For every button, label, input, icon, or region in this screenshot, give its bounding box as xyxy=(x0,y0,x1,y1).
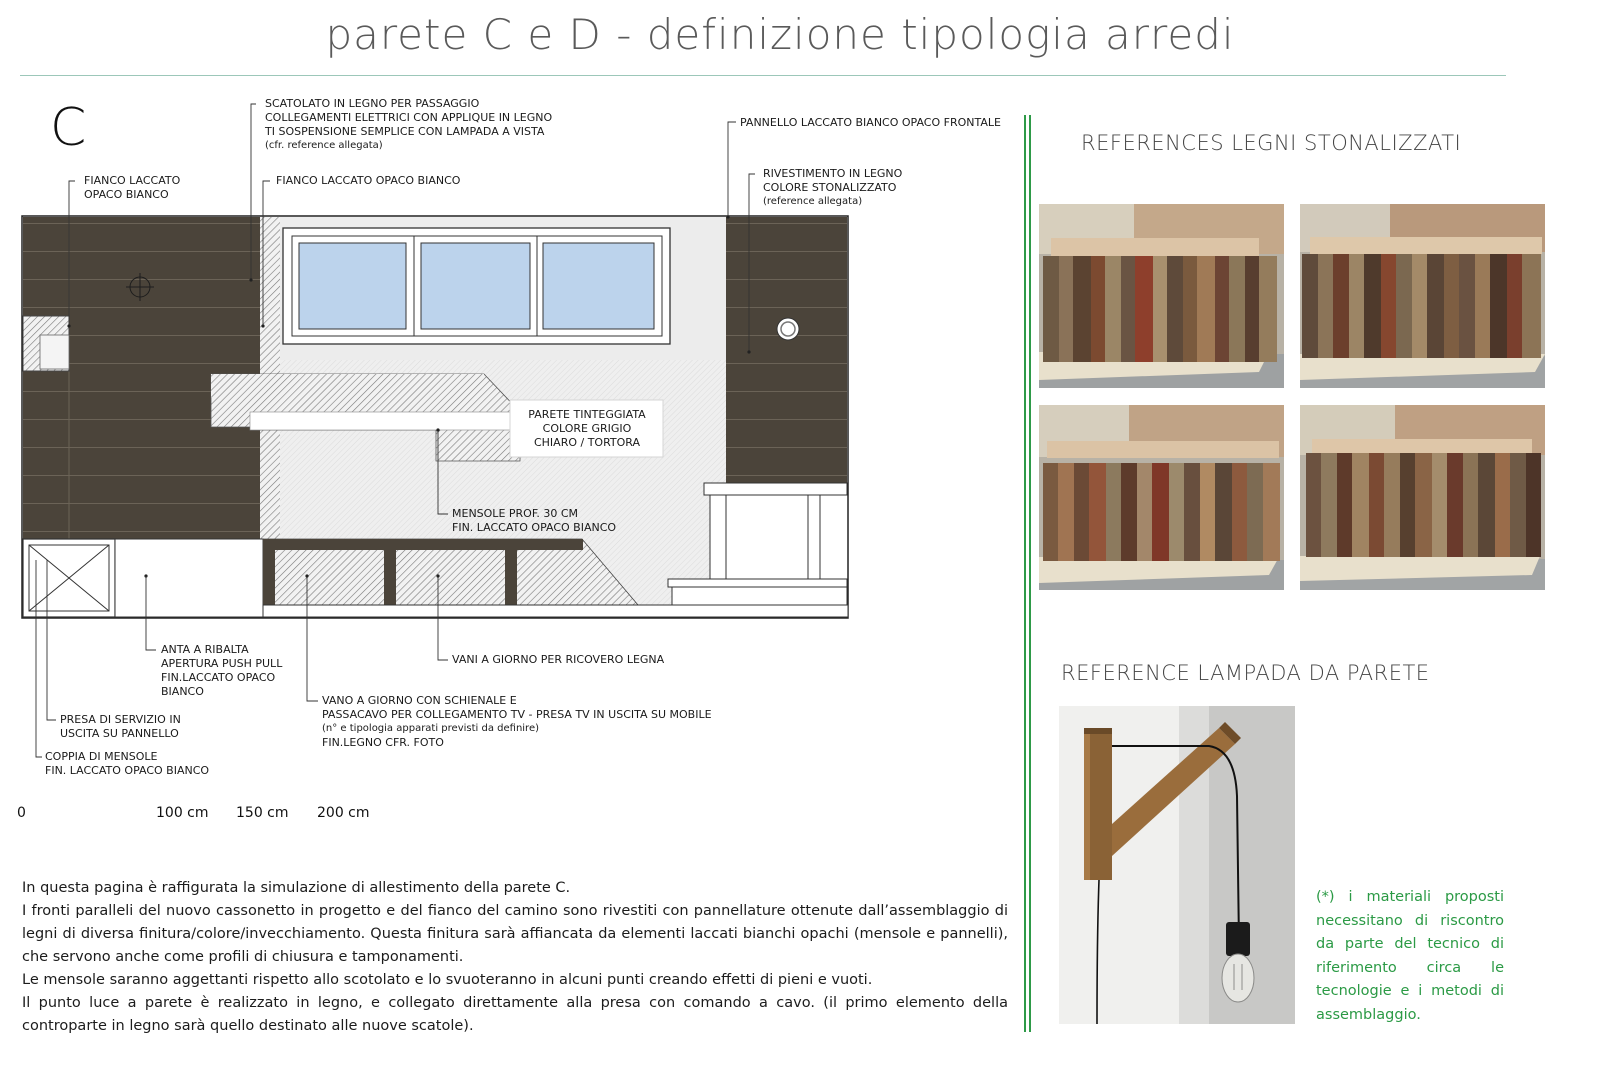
annotation-rivestimento: RIVESTIMENTO IN LEGNO COLORE STONALIZZATO xyxy=(763,167,903,194)
annotation-vano-tv: VANO A GIORNO CON SCHIENALE E PASSACAVO PER COLLEGAMENTO TV - PRESA TV IN USCITA SU MOBILE xyxy=(322,694,712,721)
lamp-reference-heading: REFERENCE LAMPADA DA PARETE xyxy=(1061,661,1430,685)
scale-label-150: 150 cm xyxy=(236,805,289,821)
annotation-anta: ANTA A RIBALTA APERTURA PUSH PULL FIN.LACCATO OPACO BIANCO xyxy=(161,643,283,698)
annotation-pannello-frontale: PANNELLO LACCATO BIANCO OPACO FRONTALE xyxy=(740,116,1001,129)
wall-letter: C xyxy=(50,98,87,158)
scale-label-0: 0 xyxy=(17,805,26,821)
description-paragraph: Il punto luce a parete è realizzato in legno, e collegato direttamente alla presa con comando a cavo. (il primo elemento della controparte in legno sarà quello destinato alle nuove scatole). xyxy=(22,995,1008,1034)
scale-label-200: 200 cm xyxy=(317,805,370,821)
description-text xyxy=(22,877,1008,1038)
annotation-rivestimento-ref: (reference allegata) xyxy=(763,196,863,207)
annotation-parete-tinteggiata: PARETE TINTEGGIATA COLORE GRIGIO CHIARO / TORTORA xyxy=(528,408,646,449)
annotation-mensole: MENSOLE PROF. 30 CM FIN. LACCATO OPACO BIANCO xyxy=(452,507,617,534)
lamp-reference-photo xyxy=(1059,706,1295,1024)
annotation-scatolato: SCATOLATO IN LEGNO PER PASSAGGIO COLLEGAMENTI ELETTRICI CON APPLIQUE IN LEGNO TI SOSPENSIONE SEMPLICE CON LAMPADA A VISTA xyxy=(265,97,553,138)
wood-reference-photo xyxy=(1039,204,1284,388)
description-paragraph: I fronti paralleli del nuovo cassonetto in progetto e del fianco del camino sono rivestiti con pannellature ottenute dall’assemblaggio di legni di diversa finitura/colore/invecchiamento. Questa finitura sarà affiancata da elementi laccati bianchi opachi (mensole e pannelli), che servono anche come profili di chiusura e tamponamenti. xyxy=(22,903,1008,965)
annotation-vano-tv-fin: FIN.LEGNO CFR. FOTO xyxy=(322,736,444,749)
column-divider xyxy=(1029,115,1031,1032)
materials-footnote: (*) i materiali proposti necessitano di riscontro da parte del tecnico di riferimento circa le tecnologie e i metodi di assemblaggio. xyxy=(1316,889,1504,1023)
description-paragraph: In questa pagina è raffigurata la simulazione di allestimento della parete C. xyxy=(22,880,571,896)
annotation-vano-tv-note: (n° e tipologia apparati previsti da definire) xyxy=(322,723,540,734)
annotation-coppia-mensole: COPPIA DI MENSOLE FIN. LACCATO OPACO BIANCO xyxy=(45,750,210,777)
wood-reference-photo xyxy=(1300,405,1545,590)
annotation-scatolato-ref: (cfr. reference allegata) xyxy=(265,140,383,151)
page-title: parete C e D - definizione tipologia arredi xyxy=(325,10,1235,59)
wood-reference-photo xyxy=(1300,204,1545,388)
annotation-fianco-left: FIANCO LACCATO OPACO BIANCO xyxy=(84,174,181,201)
wood-reference-photo xyxy=(1039,405,1284,590)
annotation-vani-giorno: VANI A GIORNO PER RICOVERO LEGNA xyxy=(452,653,665,666)
annotation-fianco-center: FIANCO LACCATO OPACO BIANCO xyxy=(276,174,461,187)
scale-label-100: 100 cm xyxy=(156,805,209,821)
annotation-presa: PRESA DI SERVIZIO IN USCITA SU PANNELLO xyxy=(60,713,181,740)
column-divider xyxy=(1024,115,1026,1032)
wood-references-heading: REFERENCES LEGNI STONALIZZATI xyxy=(1081,131,1462,155)
description-paragraph: Le mensole saranno aggettanti rispetto allo scotolato e lo svuoteranno in alcuni punti creando effetti di pieni e vuoti. xyxy=(22,972,873,988)
